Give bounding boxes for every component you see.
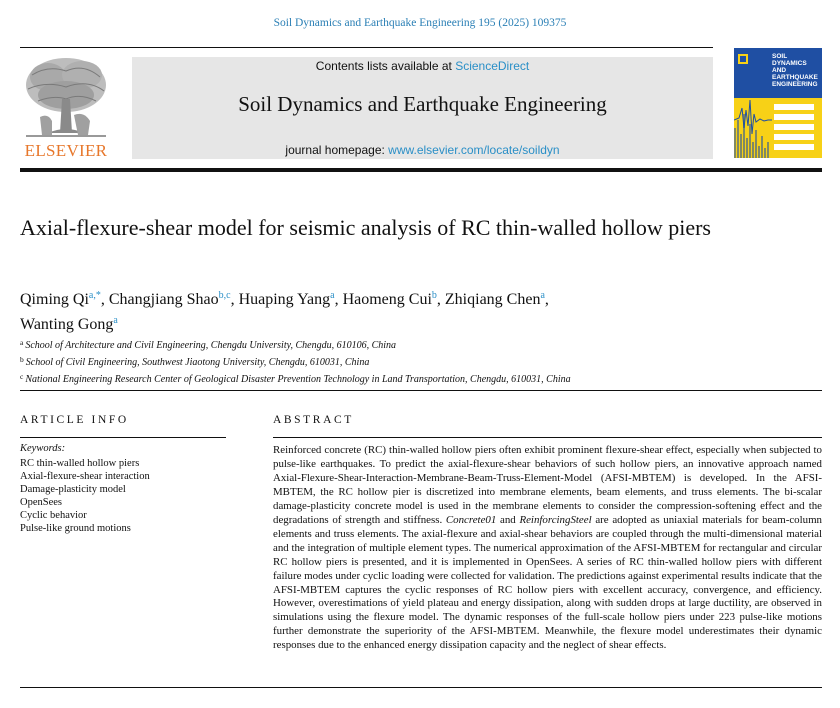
- author-affiliation-mark[interactable]: b: [431, 290, 437, 301]
- author[interactable]: [239, 291, 335, 308]
- journal-banner: [132, 57, 713, 159]
- cover-title-line: ENGINEERING: [772, 81, 818, 88]
- author[interactable]: [20, 316, 118, 333]
- keyword-item: Damage-plasticity model: [20, 484, 126, 496]
- keyword-list: [20, 457, 150, 536]
- sciencedirect-link[interactable]: ScienceDirect: [455, 59, 530, 73]
- journal-cover[interactable]: [734, 48, 822, 158]
- author[interactable]: [20, 291, 101, 308]
- keyword-item: RC thin-walled hollow piers: [20, 458, 140, 469]
- journal-title[interactable]: Soil Dynamics and Earthquake Engineering: [238, 92, 607, 116]
- article-info-rule: [20, 437, 226, 438]
- abstract-italic-term: ReinforcingSteel: [519, 513, 592, 526]
- author-name[interactable]: Huaping Yang: [238, 291, 331, 308]
- affiliation-item: [20, 353, 820, 370]
- abstract-text: Reinforced concrete (RC) thin-walled hollow piers often exhibit prominent flexure-shear effect, especially when subjected to pulse-like earthquakes. To predict the axial-flexure-shear behaviors of such hollow piers, an innovative approach named Axial-Flexure-Shear-Interaction-Membrane-Beam-Truss-Element-Model (AFSI-MBTEM) is developed. In the AFSI-MBTEM, the RC hollow pier is discretized into membrane elements, beam elements, and truss elements. The bi-scalar damage-plasticity concrete model is used in the membrane elements to consider the compression-softening effect and the degradations of strength and stiffness.: [273, 444, 822, 526]
- contents-prefix: Contents lists available at: [315, 59, 456, 73]
- journal-homepage-link[interactable]: www.elsevier.com/locate/soildyn: [388, 143, 560, 157]
- affiliation-list: [20, 336, 820, 387]
- abstract-rule: [273, 437, 822, 438]
- author-name[interactable]: Qiming Qi: [20, 291, 89, 308]
- elsevier-tree-icon: [18, 55, 114, 141]
- author-name[interactable]: Haomeng Cui: [342, 291, 432, 308]
- section-rule: [20, 390, 822, 391]
- author-name[interactable]: Zhiqiang Chen: [444, 291, 541, 308]
- author[interactable]: [343, 291, 437, 308]
- author-separator: ,: [334, 291, 343, 308]
- elsevier-wordmark: ELSEVIER: [24, 141, 108, 160]
- keyword-item: Axial-flexure-shear interaction: [20, 471, 150, 483]
- cover-title-line: EARTHQUAKE: [772, 74, 818, 81]
- author-list: [20, 285, 820, 335]
- author-affiliation-mark[interactable]: b,c: [218, 290, 231, 301]
- affiliation-item: [20, 370, 820, 387]
- author-affiliation-mark[interactable]: a: [540, 290, 545, 301]
- author[interactable]: [445, 291, 545, 308]
- abstract-italic-term: Concrete01: [445, 513, 497, 526]
- abstract-text: and: [496, 513, 520, 526]
- author-name[interactable]: Wanting Gong: [20, 316, 114, 333]
- footer-rule: [20, 687, 822, 688]
- author-separator: ,: [230, 291, 239, 308]
- elsevier-logo[interactable]: [18, 55, 114, 165]
- affiliation-label: b: [20, 355, 24, 364]
- author-affiliation-mark[interactable]: a: [113, 315, 118, 326]
- cover-title-line: DYNAMICS: [772, 60, 807, 67]
- abstract-body: [273, 444, 822, 653]
- author-affiliation-mark[interactable]: a: [330, 290, 335, 301]
- author-separator: ,: [436, 291, 445, 308]
- affiliation-item: [20, 336, 820, 353]
- author-separator: ,: [100, 291, 109, 308]
- author-separator: ,: [544, 291, 549, 308]
- cover-title-line: SOIL: [772, 53, 788, 60]
- abstract-text: are adopted as uniaxial materials for beam-column elements and truss elements. The axial-flexure and axial-shear behaviors are coupled through the multi-dimensional material and the integration of multiple element types. The numerical approximation of the AFSI-MBTEM for rectangular and circular RC hollow piers is presented, and it is implemented in OpenSees. A series of RC thin-walled hollow piers with different failure modes under cyclic loading were collected for validation. The predictions against experimental results indicate that the AFSI-MBTEM captures the cyclic responses of RC hollow piers with excellent accuracy, convergence, and efficiency. However, overestimations of yield plateau and energy dissipation, along with sudden drops at large ductility, are observed in simulations using the flexure model. The dynamic responses of the full-scale hollow piers under 223 pulse-like motions further demonstrate the superiority of the AFSI-MBTEM. Meanwhile, the flexure model underestimates their dynamic responses due to the enhanced energy dissipation capacity and the neglect of shear effects.: [273, 513, 822, 652]
- cover-title-line: AND: [772, 67, 787, 74]
- journal-citation[interactable]: Soil Dynamics and Earthquake Engineering 195 (2025) 109375: [273, 17, 567, 29]
- header-top-rule: [20, 47, 713, 48]
- contents-line: [132, 59, 713, 73]
- author-affiliation-mark[interactable]: a,*: [88, 290, 101, 301]
- homepage-line: [132, 143, 713, 157]
- keywords-label: Keywords:: [20, 443, 66, 454]
- keyword-item: OpenSees: [20, 497, 62, 509]
- author-name[interactable]: Changjiang Shao: [108, 291, 219, 308]
- affiliation-label: a: [20, 338, 24, 347]
- homepage-prefix: journal homepage:: [285, 143, 389, 157]
- article-info-heading: ARTICLE INFO: [20, 414, 129, 426]
- keyword-item: Pulse-like ground motions: [20, 523, 131, 535]
- author[interactable]: [109, 291, 231, 308]
- cover-title: [772, 53, 818, 88]
- abstract-heading: ABSTRACT: [273, 414, 354, 426]
- article-title: Axial-flexure-shear model for seismic analysis of RC thin-walled hollow piers: [20, 215, 711, 240]
- affiliation-label: c: [20, 372, 24, 381]
- affiliation-text: School of Civil Engineering, Southwest Jiaotong University, Chengdu, 610031, China: [25, 357, 370, 368]
- keyword-item: Cyclic behavior: [20, 510, 87, 522]
- affiliation-text: National Engineering Research Center of Geological Disaster Prevention Technology in Land Transportation, Chengdu, 610031, China: [25, 374, 571, 385]
- affiliation-text: School of Architecture and Civil Engineering, Chengdu University, Chengdu, 610106, China: [25, 340, 397, 351]
- header-thick-rule: [20, 168, 822, 172]
